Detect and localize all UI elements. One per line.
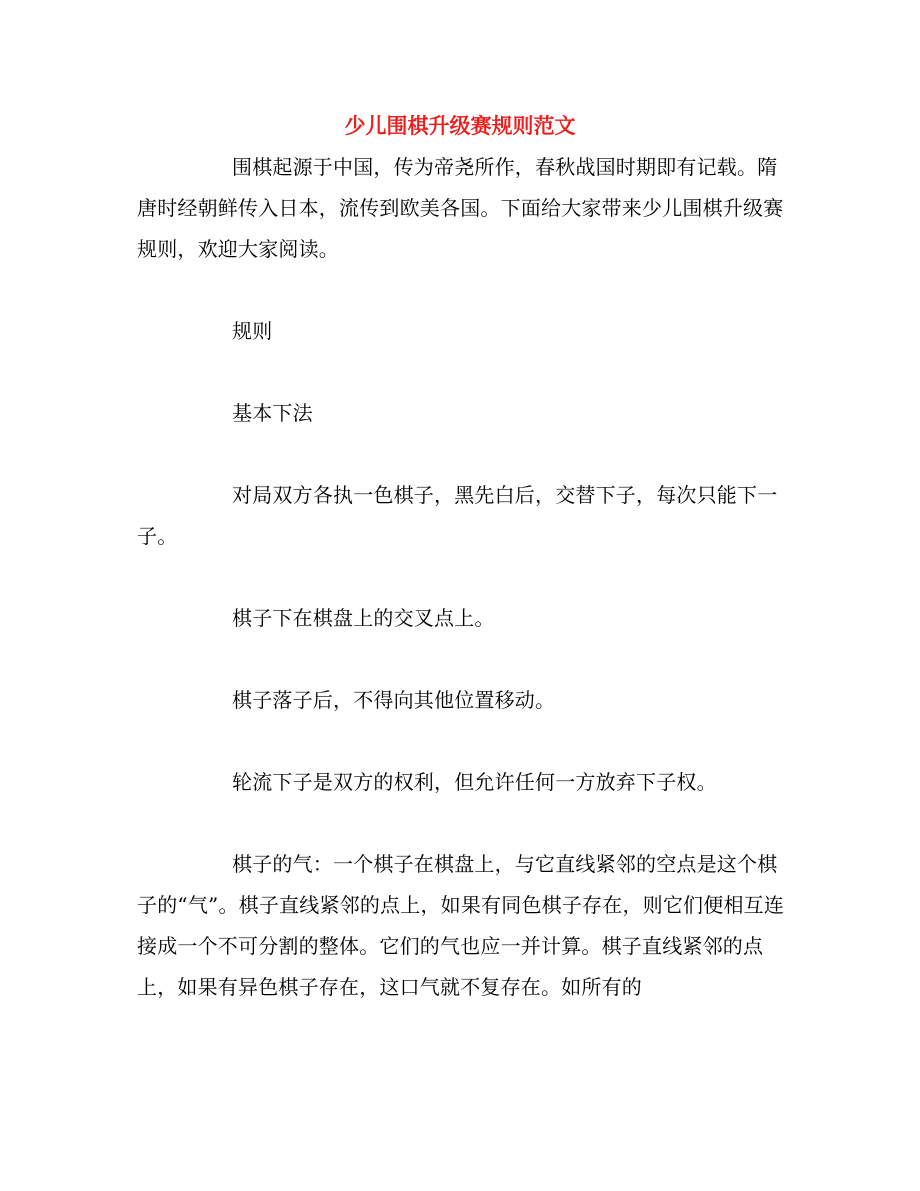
rule-paragraph-alternate-moves: 对局双方各执一色棋子，黑先白后，交替下子，每次只能下一子。 [137, 483, 778, 548]
document-title: 少儿围棋升级赛规则范文 [344, 113, 576, 138]
rule-paragraph-liberties: 棋子的气：一个棋子在棋盘上，与它直线紧邻的空点是这个棋子的“气”。棋子直线紧邻的点上，如果有同色棋子存在，则它们便相互连接成一个不可分割的整体。它们的气也应一并计算。棋子直线紧邻的点上，如果有异色棋子存在，这口气就不复存在。如所有的 [137, 852, 785, 999]
section-heading-basic-moves: 基本下法 [232, 401, 313, 425]
rule-paragraph-intersections: 棋子下在棋盘上的交叉点上。 [232, 606, 495, 630]
section-heading-rules: 规则 [232, 319, 273, 343]
rule-paragraph-pass: 轮流下子是双方的权利，但允许任何一方放弃下子权。 [232, 770, 717, 794]
intro-paragraph: 围棋起源于中国，传为帝尧所作，春秋战国时期即有记载。隋唐时经朝鲜传入日本，流传到欧美各国。下面给大家带来少儿围棋升级赛规则，欢迎大家阅读。 [137, 155, 784, 261]
rule-paragraph-no-moving: 棋子落子后，不得向其他位置移动。 [232, 688, 556, 712]
